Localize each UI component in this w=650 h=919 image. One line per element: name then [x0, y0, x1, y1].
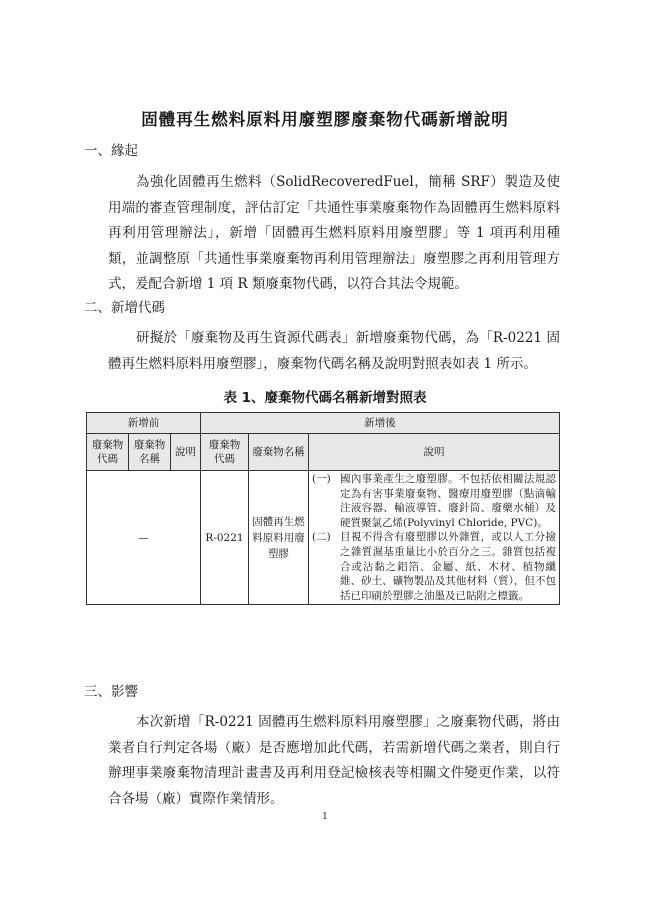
- section-paragraph-background: 為強化固體再生燃料（SolidRecoveredFuel，簡稱 SRF）製造及使用端的審查管理制度，評估訂定「共通性事業廢棄物作為固體再生燃料原料再利用管理辦法」，新增「固體再生燃料原料用廢塑膠」等 1 項再利用種類，並調整原「共通性事業廢棄物再利用管理辦法」廢塑膠之再利用管理方式，爰配合新增 1 項 R 類廢棄物代碼，以符合其法令規範。: [108, 174, 560, 292]
- group-header-after: 新增後: [201, 413, 560, 434]
- header-after-desc: 說明: [309, 434, 560, 471]
- description-item: [312, 472, 556, 530]
- header-before-code: 廢棄物代碼: [87, 434, 129, 471]
- section-paragraph-impact: 本次新增「R-0221 固體再生燃料原料用廢塑膠」之廢棄物代碼，將由業者自行判定各場（廠）是否應增加此代碼，若需新增代碼之業者，則自行辦理事業廢棄物清理計畫書及再利用登記檢核表等相關文件變更作業，以符合各場（廠）實際作業情形。: [108, 714, 560, 807]
- name-cell: 固體再生燃料原料用廢塑膠: [249, 471, 309, 605]
- header-before-desc: 說明: [171, 434, 201, 471]
- section-heading-new-code: 二、新增代碼: [84, 300, 165, 316]
- group-header-before: 新增前: [87, 413, 201, 434]
- section-heading-impact: 三、影響: [84, 684, 138, 700]
- header-after-code: 廢棄物代碼: [201, 434, 249, 471]
- code-comparison-table: [86, 412, 560, 605]
- page-number: 1: [322, 812, 328, 822]
- description-item-text: 目視不得含有廢塑膠以外雜質，或以人工分撿之雜質濕基重量比小於百分之三。雜質包括複合或沾黏之鋁箔、金屬、紙、木材、植物纖維、砂土、礦物製品及其他材料（質），但不包括已印刷於塑膠之油墨及已貼附之標籤。: [340, 531, 556, 602]
- description-item-number: (二): [312, 531, 331, 544]
- section-paragraph-new-code: 研擬於「廢棄物及再生資源代碼表」新增廢棄物代碼，為「R-0221 固體再生燃料原料用廢塑膠」，廢棄物代碼名稱及說明對照表如表 1 所示。: [108, 330, 560, 372]
- code-cell: R-0221: [201, 471, 249, 605]
- header-before-name: 廢棄物名稱: [129, 434, 171, 471]
- table-row: [87, 471, 560, 605]
- header-after-name: 廢棄物名稱: [249, 434, 309, 471]
- section-heading-background: 一、緣起: [84, 143, 138, 159]
- description-item-number: (一): [312, 473, 331, 485]
- page-title: 固體再生燃料原料用廢塑膠廢棄物代碼新增說明: [141, 110, 509, 129]
- description-item-text: 國內事業產生之廢塑膠。不包括依相關法規認定為有害事業廢棄物、醫療用廢塑膠（點滴輸注液容器、輸液導管、廢針筒、廢藥水桶）及硬質聚氯乙烯(Polyvinyl Chloride, PVC)。: [340, 473, 556, 529]
- description-item: [312, 530, 556, 603]
- description-cell: [309, 471, 560, 605]
- table-caption: 表 1、廢棄物代碼名稱新增對照表: [223, 390, 427, 406]
- before-value-cell: —: [87, 471, 201, 605]
